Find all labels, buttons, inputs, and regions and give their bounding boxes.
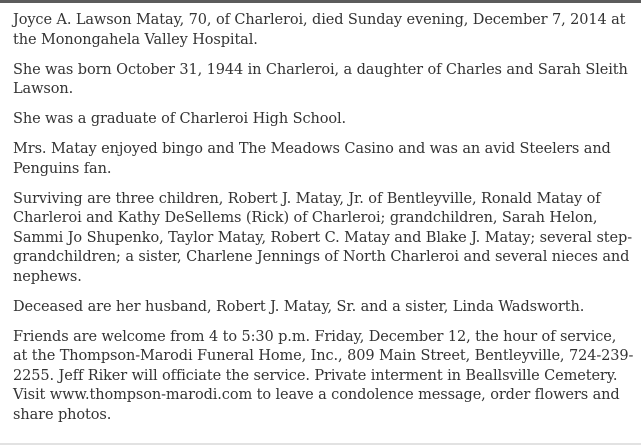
paragraph-services: Friends are welcome from 4 to 5:30 p.m. Friday, December 12, the hour of service, at the Thompson-Marodi Funeral Home, Inc., 809 Main Street, Bentleyville, 724-239-2255. Jeff Riker will officiate the service. Private interment in Beallsville Cemetery. Visit www.thompson-marodi.com to leave a condolence message, order flowers and share photos. [13, 328, 634, 423]
paragraph-survivors: Surviving are three children, Robert J. Matay, Jr. of Bentleyville, Ronald Matay of Charleroi and Kathy DeSellems (Rick) of Charleroi; grandchildren, Sarah Helon, Sammi Jo Shupenko, Taylor Matay, Robert C. Matay and Blake J. Matay; several step-grandchildren; a sister, Charlene Jennings of North Charleroi and several nieces and nephews. [13, 190, 632, 285]
paragraph-birth: She was born October 31, 1944 in Charleroi, a daughter of Charles and Sarah Sleith Lawson. [13, 61, 628, 97]
paragraph-education: She was a graduate of Charleroi High School. [13, 111, 347, 127]
paragraph-deceased: Deceased are her husband, Robert J. Matay, Sr. and a sister, Linda Wadsworth. [13, 298, 585, 315]
top-border [0, 0, 641, 3]
obituary-text [13, 11, 635, 436]
paragraph-death-notice: Joyce A. Lawson Matay, 70, of Charleroi, died Sunday evening, December 7, 2014 at the Monongahela Valley Hospital. [13, 12, 626, 48]
paragraph-interests: Mrs. Matay enjoyed bingo and The Meadows Casino and was an avid Steelers and Penguins fan. [13, 141, 611, 177]
